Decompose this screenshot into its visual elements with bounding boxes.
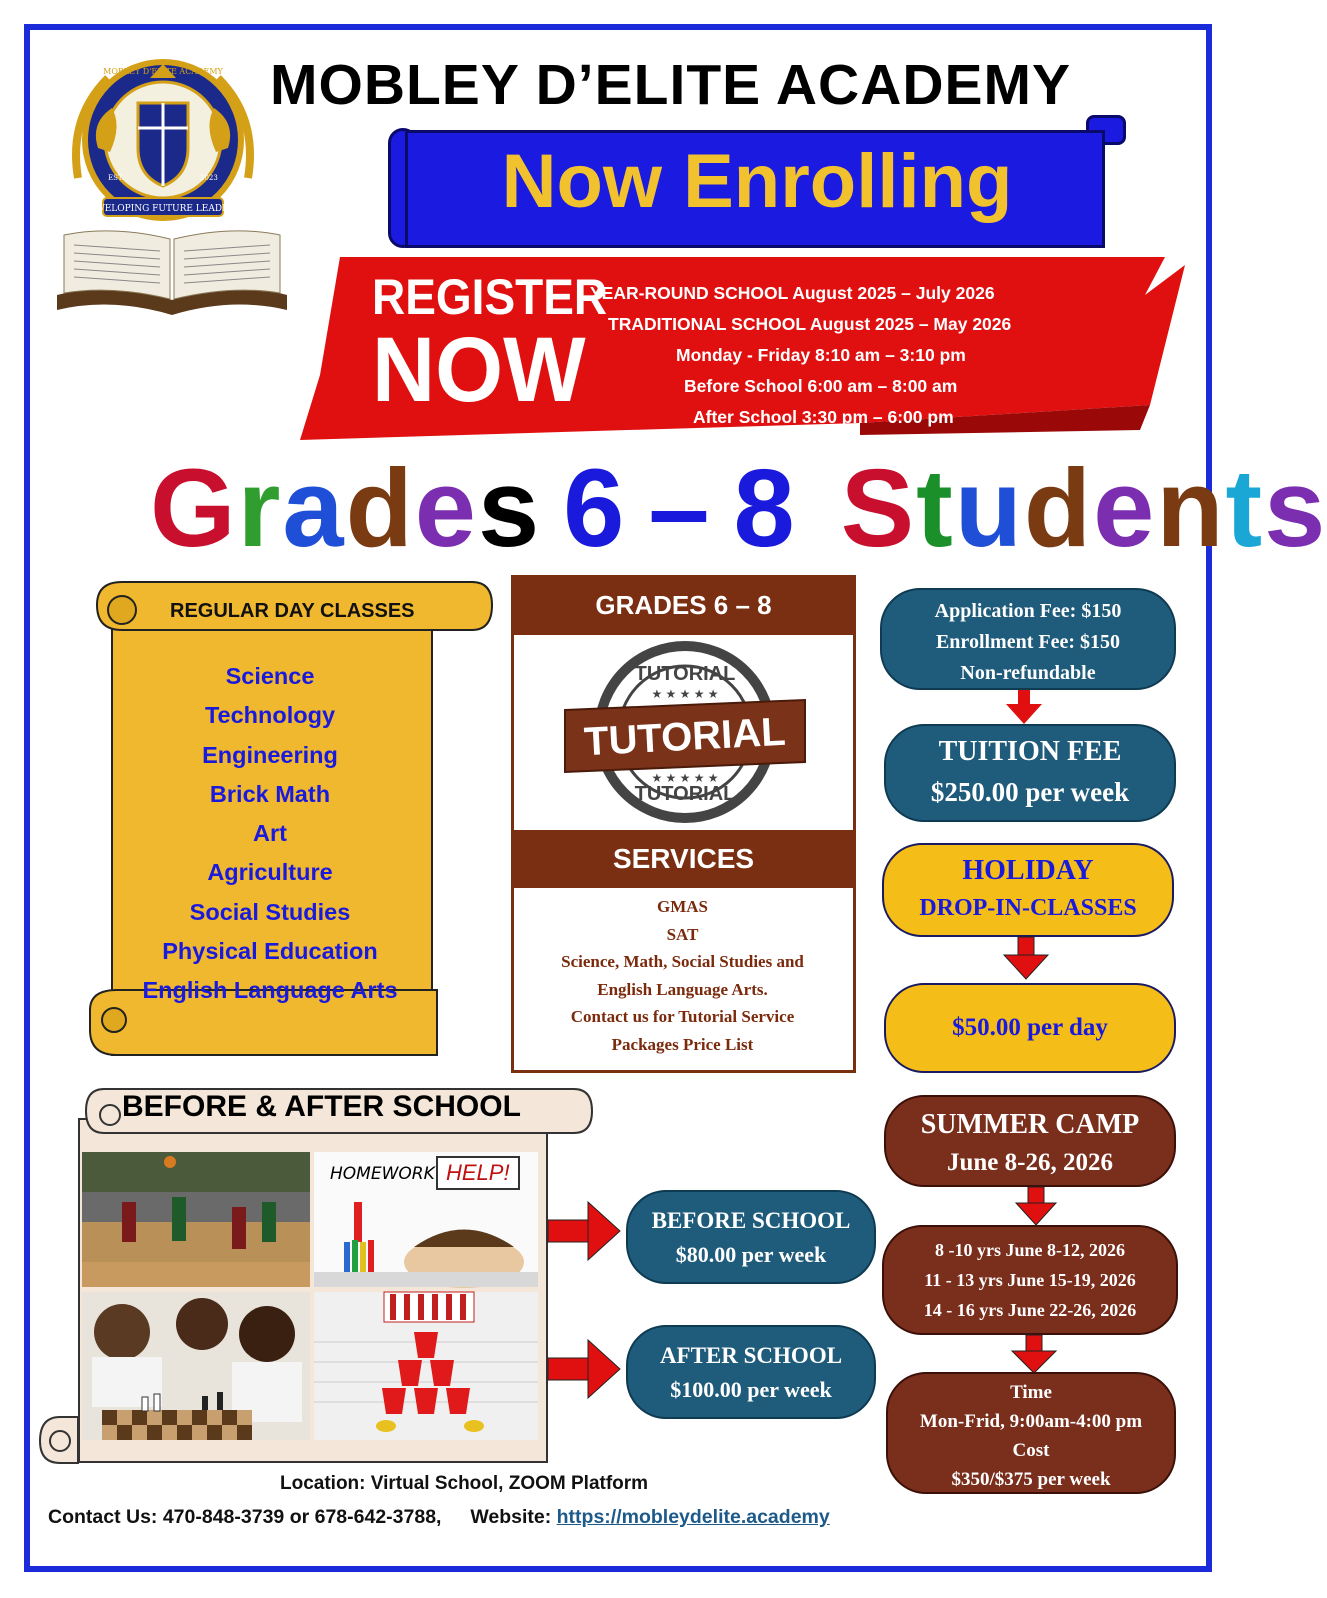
- grades-letter: d: [1023, 447, 1094, 570]
- application-fee: Application Fee: $150: [934, 600, 1122, 622]
- class-item: English Language Arts: [142, 977, 398, 1004]
- crest-top-text: MOBLEY D'ELITE ACADEMY: [103, 67, 223, 76]
- arrow-right-icon: [548, 1338, 620, 1405]
- summer-time-cost-pill: [886, 1372, 1176, 1494]
- nonrefundable-note: Non-refundable: [960, 662, 1096, 684]
- tuition-title: TUITION FEE: [938, 736, 1122, 767]
- class-item: Physical Education: [162, 938, 378, 965]
- summer-camp-pill: [884, 1095, 1176, 1187]
- schedule-before-school: Before School 6:00 am – 8:00 am: [684, 376, 958, 396]
- service-item: Packages Price List: [611, 1034, 754, 1054]
- tutorial-grades-header: GRADES 6 – 8: [511, 575, 856, 635]
- summer-time-label: Time: [1010, 1382, 1052, 1403]
- tutorial-stamp-top: TUTORIAL: [634, 663, 736, 685]
- summer-dates: June 8-26, 2026: [947, 1149, 1113, 1176]
- grades-letter: n: [1156, 447, 1226, 570]
- grades-letter: G: [150, 447, 238, 570]
- service-item: English Language Arts.: [597, 979, 768, 999]
- grades-heading: [150, 445, 1327, 570]
- grades-letter: 8: [733, 447, 797, 570]
- register-line2: NOW: [372, 319, 586, 421]
- grades-letter: S: [840, 447, 917, 570]
- svg-text:★ ★ ★ ★ ★: ★ ★ ★ ★ ★: [651, 771, 719, 785]
- holiday-price: $50.00 per day: [952, 1014, 1108, 1041]
- class-item: Science: [225, 663, 315, 689]
- before-school-title: BEFORE SCHOOL: [651, 1208, 851, 1233]
- academy-crest-logo: [68, 48, 258, 223]
- holiday-pill: [882, 843, 1174, 937]
- summer-session: 11 - 13 yrs June 15-19, 2026: [924, 1270, 1136, 1290]
- grades-letter: r: [237, 447, 283, 570]
- basketball-photo: [82, 1152, 310, 1287]
- open-bible-image: [52, 225, 292, 315]
- summer-cost-label: Cost: [1012, 1440, 1050, 1461]
- tutorial-stamp-text: TUTORIAL: [583, 709, 787, 765]
- class-item: Art: [253, 820, 287, 847]
- class-item: Agriculture: [207, 859, 333, 886]
- before-school-price: $80.00 per week: [675, 1242, 827, 1267]
- grades-letter: u: [954, 447, 1024, 570]
- before-school-pill: [626, 1190, 876, 1284]
- arrow-right-icon: [548, 1200, 620, 1267]
- grades-letter: t: [916, 447, 955, 570]
- location-text: Location: Virtual School, ZOOM Platform: [280, 1473, 649, 1494]
- crest-motto: DEVELOPING FUTURE LEADERS: [84, 204, 242, 214]
- before-after-title: BEFORE & AFTER SCHOOL: [122, 1090, 521, 1123]
- website-link[interactable]: https://mobleydelite.academy: [556, 1506, 830, 1528]
- grades-letter: d: [345, 447, 415, 570]
- tutorial-stamp-bottom: TUTORIAL: [634, 783, 736, 805]
- application-fee-pill: [880, 588, 1176, 690]
- tuition-price: $250.00 per week: [930, 777, 1130, 807]
- arrow-down-icon: [1004, 937, 1048, 984]
- regular-classes-title: REGULAR DAY CLASSES: [170, 600, 415, 622]
- grades-letter: e: [1093, 447, 1157, 570]
- summer-title: SUMMER CAMP: [920, 1109, 1140, 1140]
- holiday-title: HOLIDAY: [962, 855, 1094, 886]
- tuition-fee-pill: [884, 724, 1176, 822]
- grades-letter: 6: [563, 447, 627, 570]
- service-item: Contact us for Tutorial Service: [570, 1007, 795, 1026]
- enrollment-fee: Enrollment Fee: $150: [935, 631, 1121, 653]
- crest-est: EST.: [108, 174, 124, 182]
- grades-letter: s: [1264, 447, 1327, 570]
- website-label: Website:: [470, 1506, 557, 1528]
- register-line1: REGISTER: [372, 269, 608, 325]
- holiday-price-pill: [884, 983, 1176, 1073]
- class-item: Technology: [204, 702, 336, 729]
- after-school-price: $100.00 per week: [670, 1377, 832, 1402]
- crest-year: 2023: [200, 174, 218, 182]
- schedule-traditional: TRADITIONAL SCHOOL August 2025 – May 2026: [608, 314, 1012, 334]
- grades-letter: a: [282, 447, 346, 570]
- service-item: SAT: [666, 924, 699, 944]
- grades-letter: t: [1225, 447, 1265, 570]
- class-item: Brick Math: [209, 780, 331, 807]
- service-item: Science, Math, Social Studies and: [561, 952, 804, 971]
- summer-session: 14 - 16 yrs June 22-26, 2026: [923, 1300, 1137, 1320]
- schedule-list: [590, 278, 1110, 433]
- now-enrolling-text: Now Enrolling: [501, 139, 1013, 224]
- class-item: Social Studies: [189, 898, 351, 925]
- service-item: GMAS: [657, 897, 708, 916]
- grades-letter: –: [648, 447, 712, 570]
- holiday-subtitle: DROP-IN-CLASSES: [919, 895, 1137, 921]
- contact-phones: Contact Us: 470-848-3739 or 678-642-3788,: [48, 1506, 442, 1528]
- svg-text:★ ★ ★ ★ ★: ★ ★ ★ ★ ★: [651, 687, 719, 701]
- homework-photo: [314, 1152, 538, 1287]
- schedule-year-round: YEAR-ROUND SCHOOL August 2025 – July 2026: [590, 283, 995, 303]
- after-school-pill: [626, 1325, 876, 1419]
- classes-list: [110, 657, 430, 1011]
- summer-cost-value: $350/$375 per week: [951, 1469, 1111, 1490]
- cup-stacking-photo: [314, 1292, 538, 1440]
- schedule-after-school: After School 3:30 pm – 6:00 pm: [693, 407, 954, 427]
- summer-time-value: Mon-Frid, 9:00am-4:00 pm: [919, 1411, 1143, 1432]
- grades-letter: s: [477, 447, 542, 570]
- arrow-down-icon: [1016, 1187, 1056, 1230]
- summer-session: 8 -10 yrs June 8-12, 2026: [935, 1240, 1125, 1260]
- contact-line: [48, 1506, 830, 1529]
- services-list: [515, 893, 850, 1058]
- grades-letter: e: [414, 447, 478, 570]
- tutorial-stamp-icon: [565, 640, 805, 825]
- academy-title: MOBLEY D’ELITE ACADEMY: [270, 53, 1072, 117]
- homework-caption: HOMEWORK: [330, 1164, 435, 1184]
- schedule-weekday-hours: Monday - Friday 8:10 am – 3:10 pm: [676, 345, 966, 365]
- class-item: Engineering: [202, 741, 338, 768]
- services-header: SERVICES: [511, 830, 856, 888]
- after-school-title: AFTER SCHOOL: [659, 1343, 843, 1368]
- chess-photo: [82, 1292, 310, 1440]
- help-sign: HELP!: [436, 1156, 520, 1190]
- summer-sessions-pill: [882, 1225, 1178, 1335]
